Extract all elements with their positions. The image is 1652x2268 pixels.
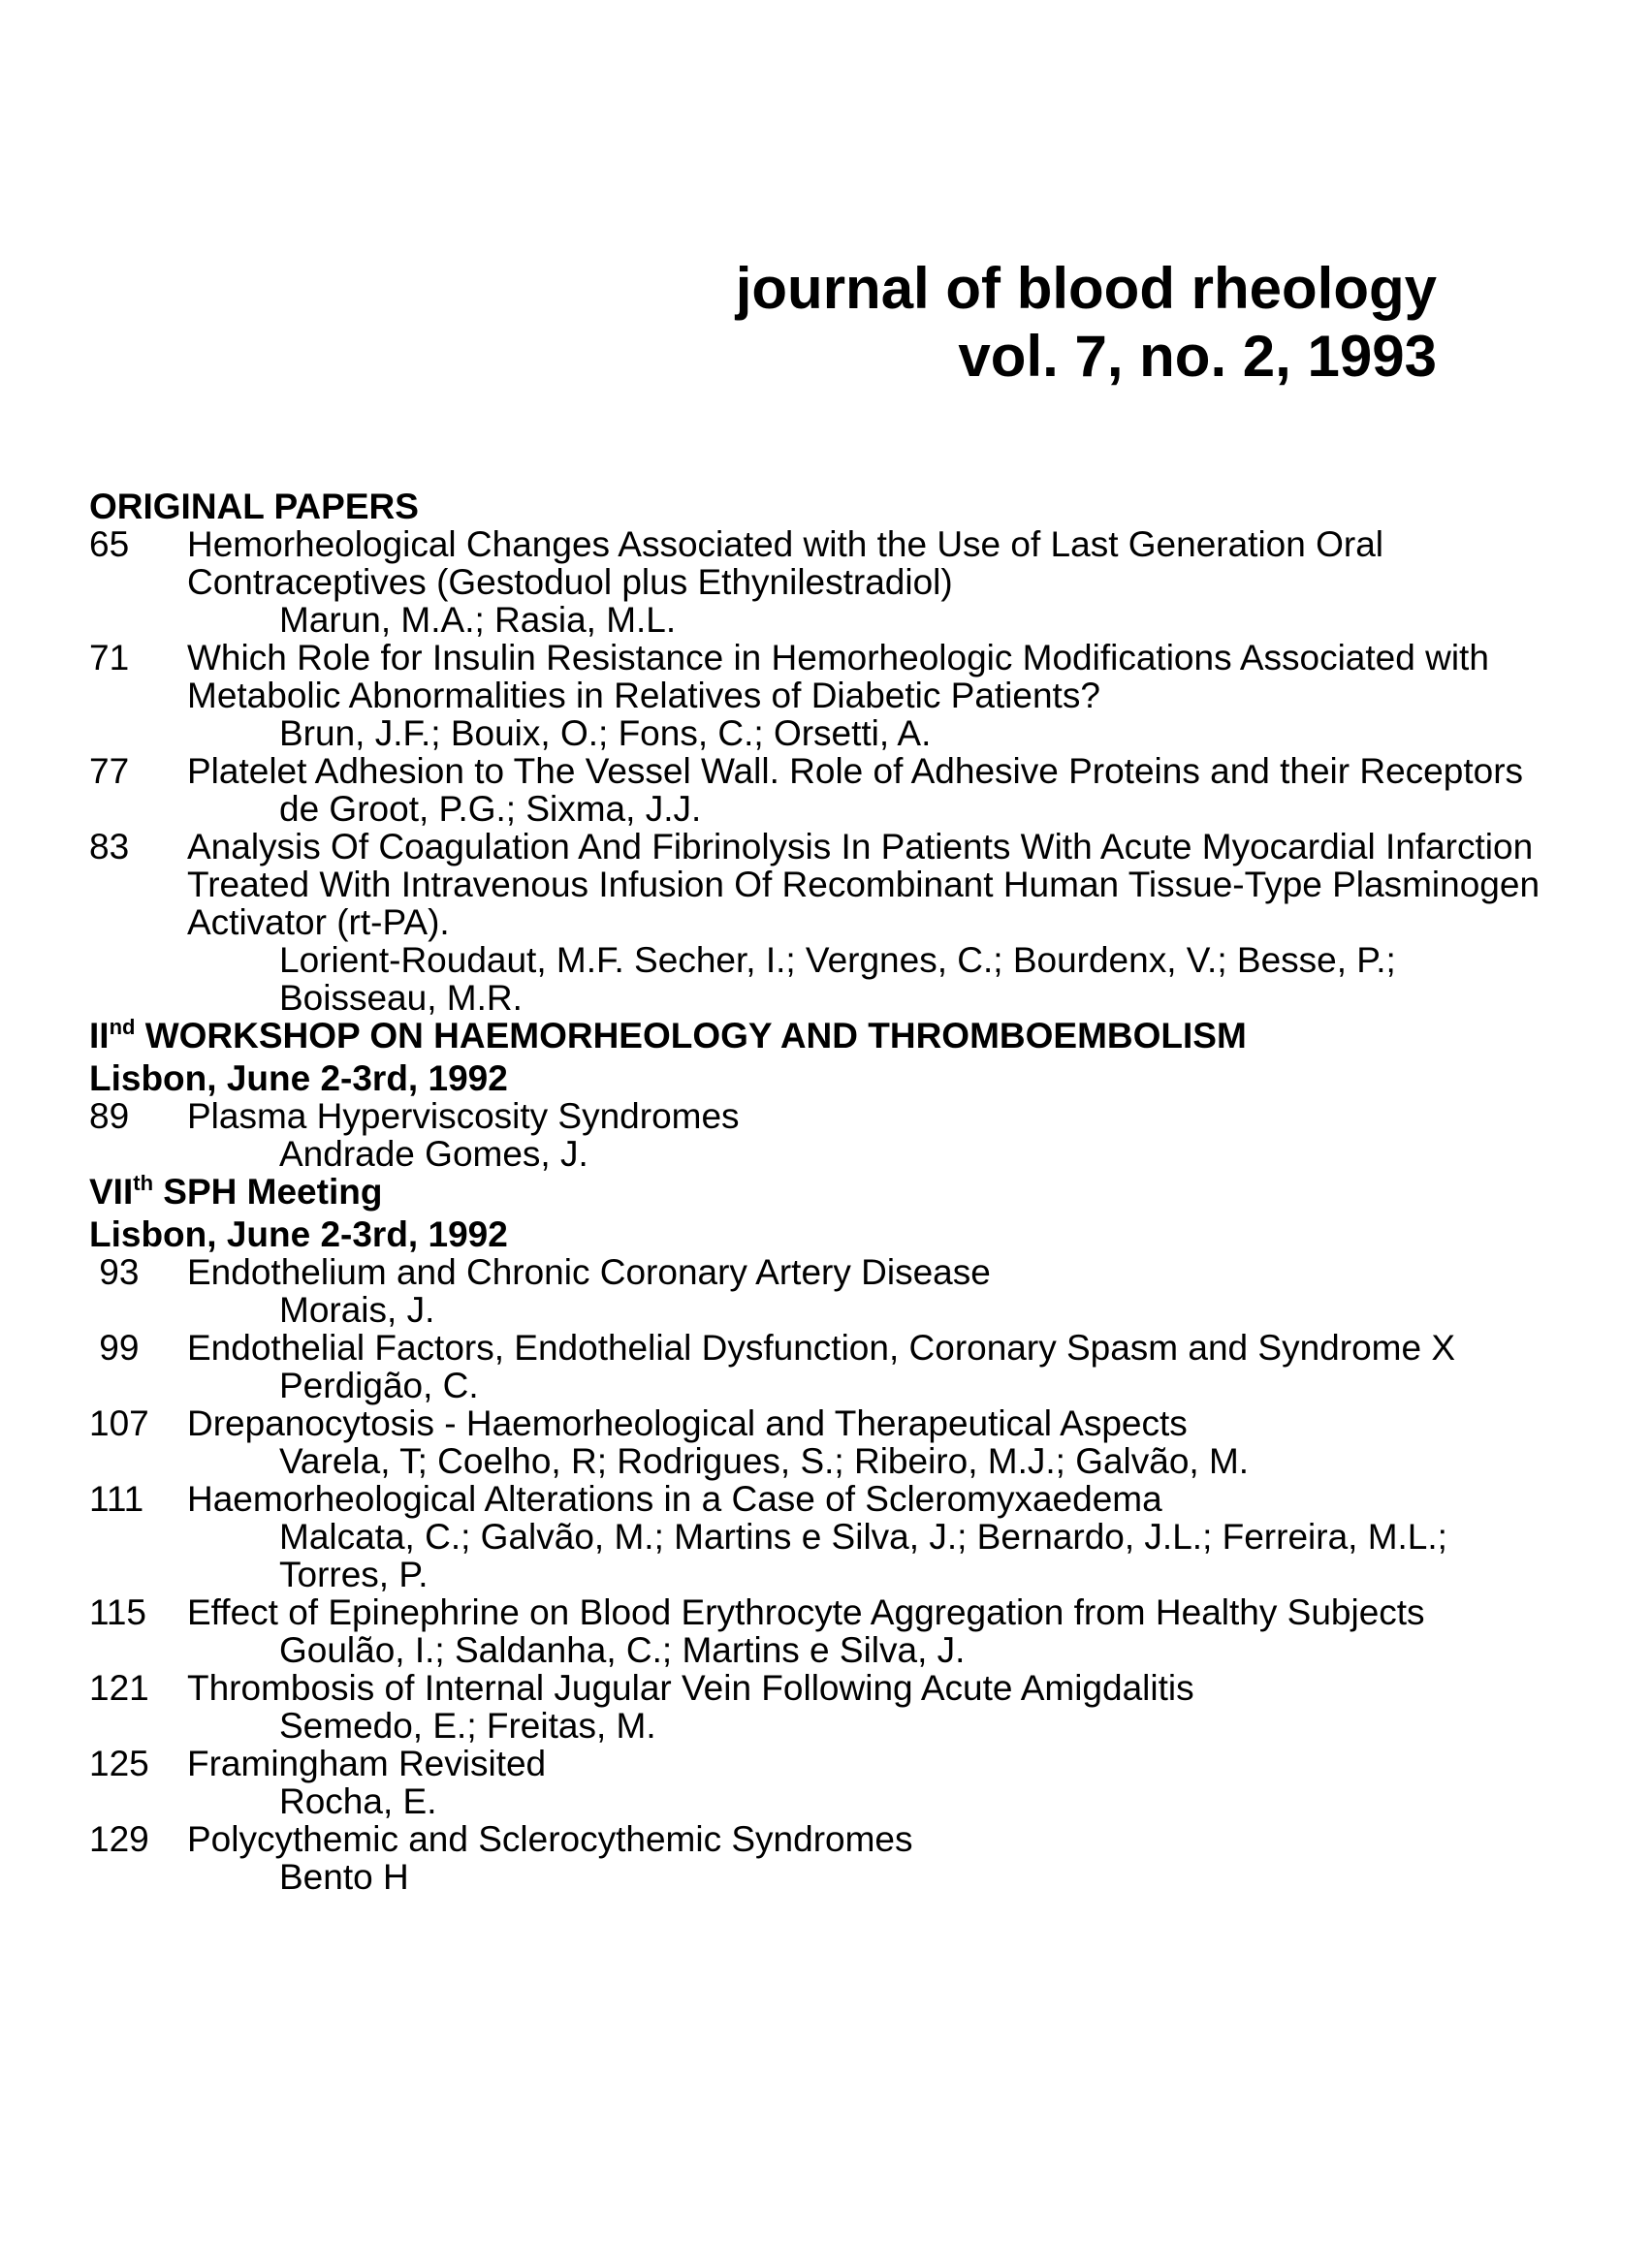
entry-title-line	[89, 525, 1495, 563]
entry-title-text: Hemorheological Changes Associated with the Use of Last Generation Oral	[187, 524, 1384, 564]
entry-page-number: 125	[89, 1744, 149, 1783]
entry-title-text: Contraceptives (Gestoduol plus Ethynilestradiol)	[187, 562, 953, 602]
entry-title-text: Metabolic Abnormalities in Relatives of Diabetic Patients?	[187, 676, 1100, 715]
entry-title-line	[89, 751, 1524, 791]
entry-title-text: Activator (rt-PA).	[187, 902, 450, 942]
section-heading-text: WORKSHOP ON HAEMORHEOLOGY AND THROMBOEMBOLISM	[135, 1016, 1247, 1055]
entry-page-number: 83	[89, 827, 130, 866]
entry-authors-line: Perdigão, C.	[279, 1366, 479, 1405]
toc-entry	[89, 1745, 1495, 1820]
entry-title-text: Plasma Hyperviscosity Syndromes	[187, 1096, 740, 1136]
entry-title-line	[89, 1593, 1495, 1631]
entry-title-text: Thrombosis of Internal Jugular Vein Following Acute Amigdalitis	[187, 1668, 1194, 1708]
entry-title-text: Endothelial Factors, Endothelial Dysfunction, Coronary Spasm and Syndrome X	[187, 1328, 1456, 1368]
toc-entry	[89, 1404, 1495, 1480]
toc	[89, 487, 1541, 1897]
entry-authors-line: Goulão, I.; Saldanha, C.; Martins e Silva, J.	[279, 1630, 966, 1670]
entry-title-text: Haemorheological Alterations in a Case of Scleromyxaedema	[187, 1479, 1162, 1519]
entry-page-number: 89	[89, 1096, 130, 1136]
entry-title-text: Platelet Adhesion to The Vessel Wall. Role of Adhesive Proteins and their Receptors	[187, 751, 1524, 791]
toc-entry	[89, 1253, 1495, 1329]
entry-title-text: Endothelium and Chronic Coronary Artery Disease	[187, 1252, 991, 1292]
entry-authors-line: Brun, J.F.; Bouix, O.; Fons, C.; Orsetti, A.	[279, 713, 932, 753]
entry-page-number: 99	[89, 1328, 140, 1368]
entry-title-line	[89, 1480, 1495, 1518]
journal-volume: vol. 7, no. 2, 1993	[958, 324, 1437, 389]
entry-authors-line: Semedo, E.; Freitas, M.	[279, 1706, 656, 1746]
section-heading	[89, 1017, 1495, 1059]
entry-authors-line: Morais, J.	[279, 1290, 435, 1330]
entry-page-number: 121	[89, 1668, 149, 1708]
entry-title-text: Treated With Intravenous Infusion Of Recombinant Human Tissue-Type Plasminogen	[187, 865, 1541, 904]
entry-title-line	[89, 639, 1495, 677]
entry-page-number: 111	[89, 1479, 144, 1519]
entry-title-text: Framingham Revisited	[187, 1744, 547, 1783]
entry-title-line	[89, 827, 1534, 866]
entry-title-text: Effect of Epinephrine on Blood Erythrocyte Aggregation from Healthy Subjects	[187, 1592, 1425, 1632]
ordinal-superscript: nd	[109, 1015, 136, 1039]
section-heading-text: SPH Meeting	[153, 1172, 383, 1212]
entry-authors-line: Malcata, C.; Galvão, M.; Martins e Silva, J.; Bernardo, J.L.; Ferreira, M.L.;	[279, 1517, 1447, 1557]
toc-entry	[89, 827, 1541, 1018]
entry-title-text: Drepanocytosis - Haemorheological and Therapeutical Aspects	[187, 1403, 1188, 1443]
journal-title: journal of blood rheology	[735, 256, 1437, 321]
entry-authors-line: Rocha, E.	[279, 1781, 437, 1821]
entry-authors-line: Marun, M.A.; Rasia, M.L.	[279, 600, 677, 640]
toc-entry	[89, 751, 1524, 829]
entry-page-number: 77	[89, 751, 130, 791]
entry-title-text: Which Role for Insulin Resistance in Hemorheologic Modifications Associated with	[187, 638, 1489, 677]
toc-entry	[89, 525, 1495, 639]
entry-authors-line: Torres, P.	[279, 1555, 429, 1594]
entry-title-text: Polycythemic and Sclerocythemic Syndromes	[187, 1819, 913, 1859]
ordinal-base: VII	[89, 1172, 134, 1212]
entry-authors-line: Boisseau, M.R.	[279, 978, 523, 1018]
entry-title-continuation	[89, 903, 1495, 941]
entry-page-number: 115	[89, 1592, 146, 1632]
entry-title-line	[89, 1820, 1495, 1858]
toc-entry	[89, 639, 1495, 752]
entry-page-number: 107	[89, 1403, 149, 1443]
entry-page-number: 93	[89, 1252, 140, 1292]
journal-title-block	[736, 255, 1437, 391]
entry-title-text: Analysis Of Coagulation And Fibrinolysis In Patients With Acute Myocardial Infarction	[187, 827, 1534, 866]
toc-entry	[89, 1097, 1495, 1173]
entry-authors-line: Varela, T; Coelho, R; Rodrigues, S.; Ribeiro, M.J.; Galvão, M.	[279, 1441, 1250, 1481]
entry-page-number: 129	[89, 1819, 149, 1859]
entry-title-line	[89, 1404, 1495, 1442]
toc-entry	[89, 1329, 1495, 1404]
toc-entry	[89, 1593, 1495, 1669]
entry-authors-line: de Groot, P.G.; Sixma, J.J.	[279, 789, 702, 829]
entry-title-continuation	[89, 677, 1495, 714]
section-heading: Lisbon, June 2-3rd, 1992	[89, 1058, 508, 1098]
entry-authors-line: Andrade Gomes, J.	[279, 1134, 588, 1174]
ordinal-base: II	[89, 1016, 110, 1055]
toc-entry	[89, 1669, 1495, 1745]
section-heading	[89, 1173, 1495, 1215]
entry-title-line	[89, 1669, 1495, 1707]
entry-page-number: 65	[89, 524, 130, 564]
ordinal-superscript: th	[133, 1171, 154, 1195]
entry-title-line	[89, 1253, 1495, 1291]
toc-entry	[89, 1480, 1495, 1593]
entry-title-line	[89, 1097, 1495, 1135]
toc-entry	[89, 1820, 1495, 1896]
entry-authors-line: Lorient-Roudaut, M.F. Secher, I.; Vergnes, C.; Bourdenx, V.; Besse, P.;	[279, 940, 1396, 980]
entry-title-line	[89, 1745, 1495, 1782]
entry-title-continuation	[89, 563, 1495, 601]
entry-title-line	[89, 1329, 1495, 1367]
entry-authors-line: Bento H	[279, 1857, 409, 1897]
entry-title-continuation	[89, 865, 1541, 904]
section-heading: ORIGINAL PAPERS	[89, 487, 419, 526]
entry-page-number: 71	[89, 638, 130, 677]
section-heading: Lisbon, June 2-3rd, 1992	[89, 1214, 508, 1254]
